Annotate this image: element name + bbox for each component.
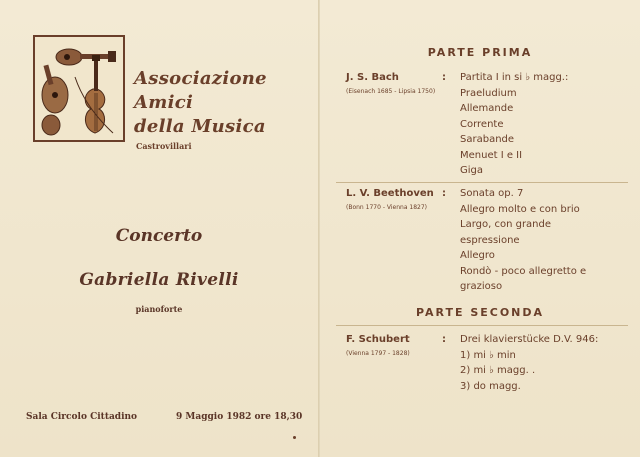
- work-item: 3) do magg.: [460, 380, 521, 392]
- association-line-1: Associazione: [134, 68, 267, 89]
- work-item: Largo, con grande espressione: [460, 219, 552, 246]
- colon-schubert: :: [442, 334, 446, 345]
- work-item: 1) mi ♭ min: [460, 349, 516, 361]
- city-label: Castrovillari: [136, 141, 192, 151]
- composer-beethoven: L. V. Beethoven: [346, 188, 434, 199]
- association-line-3: della Musica: [134, 116, 266, 137]
- work-item: Rondò - poco allegretto e grazioso: [460, 265, 587, 292]
- work-item: Giga: [460, 165, 484, 176]
- section-title-part2: PARTE SECONDA: [415, 306, 545, 319]
- performer-name: Gabriella Rivelli: [79, 270, 239, 290]
- colon-beethoven: :: [442, 188, 446, 199]
- decorative-dot: [293, 436, 296, 439]
- date-time-label: 9 Maggio 1982 ore 18,30: [176, 412, 303, 422]
- works-list-beethoven: [460, 186, 610, 295]
- composer-bach: J. S. Bach: [346, 72, 399, 83]
- works-list-bach: [460, 70, 620, 179]
- musical-instruments-icon: [33, 35, 125, 142]
- composer-dates-bach: (Eisenach 1685 - Lipsia 1750): [346, 88, 436, 95]
- work-item: Allegro: [460, 250, 495, 261]
- instrument-label: pianoforte: [135, 304, 183, 314]
- colon-bach: :: [442, 72, 446, 83]
- composer-schubert: F. Schubert: [346, 334, 410, 345]
- work-item: Drei klavierstücke D.V. 946:: [460, 334, 599, 345]
- association-name: [134, 67, 309, 139]
- divider: [336, 325, 628, 326]
- works-list-schubert: [460, 332, 620, 394]
- event-title: Concerto: [115, 226, 203, 246]
- work-item: Sarabande: [460, 134, 515, 145]
- left-panel: [0, 0, 318, 457]
- work-item: Allegro molto e con brio: [460, 203, 580, 215]
- work-item: Praeludium: [460, 87, 517, 99]
- association-line-2: Amici: [134, 92, 194, 113]
- work-item: Partita I in si ♭ magg.:: [460, 72, 569, 83]
- section-title-part1: PARTE PRIMA: [427, 46, 533, 59]
- composer-dates-schubert: (Vienna 1797 - 1828): [346, 350, 410, 357]
- composer-dates-beethoven: (Bonn 1770 - Vienna 1827): [346, 204, 428, 211]
- logo-drawing: [35, 37, 123, 140]
- work-item: Corrente: [460, 118, 504, 130]
- work-item: Sonata op. 7: [460, 188, 524, 199]
- divider: [336, 182, 628, 183]
- work-item: 2) mi ♭ magg. .: [460, 365, 536, 376]
- venue-label: Sala Circolo Cittadino: [26, 412, 138, 422]
- work-item: Allemande: [460, 103, 514, 114]
- work-item: Menuet I e II: [460, 149, 523, 161]
